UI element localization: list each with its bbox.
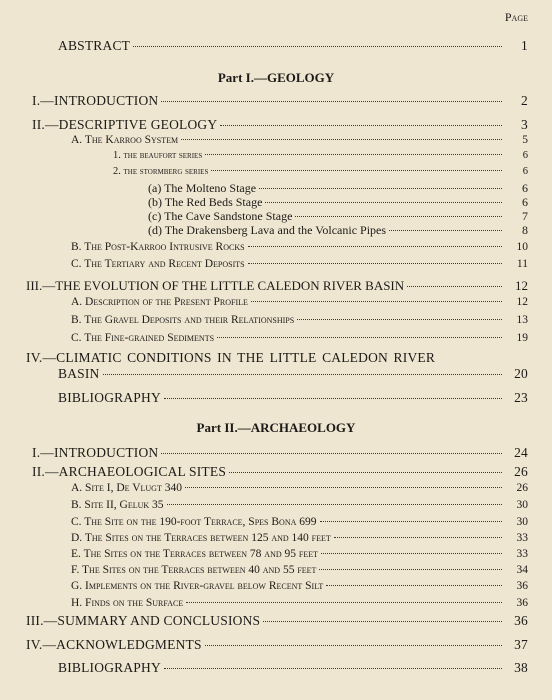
toc-entry-page: 24 (514, 445, 528, 460)
leader-dots (205, 154, 502, 155)
toc-entry-label: D. The Sites on the Terraces between 125 and 140 feet (71, 532, 331, 544)
leader-dots (326, 585, 502, 586)
toc-entry-climatic-basin[interactable] (58, 366, 528, 382)
toc-entry-page: 7 (522, 209, 528, 223)
leader-dots (103, 374, 502, 375)
toc-entry-page: 36 (516, 597, 528, 609)
leader-dots (229, 472, 502, 473)
toc-entry-label: I.—INTRODUCTION (32, 93, 159, 108)
toc-entry-acknowledgments[interactable] (26, 637, 528, 653)
toc-entry-label: A. The Karroo System (71, 134, 179, 146)
toc-entry-page: 6 (522, 150, 528, 161)
leader-dots (251, 301, 502, 302)
part2-heading: Part II.—ARCHAEOLOGY (196, 420, 356, 435)
toc-entry-page: 6 (522, 166, 528, 177)
toc-entry-page: 34 (516, 564, 528, 576)
toc-entry-evolution[interactable] (26, 278, 528, 294)
toc-entry-page: 6 (522, 181, 528, 195)
toc-entry-terraces-125-140[interactable] (71, 532, 528, 544)
toc-entry-label: A. Site I, De Vlugt 340 (71, 482, 182, 494)
leader-dots (297, 319, 502, 320)
toc-entry-page: 6 (522, 195, 528, 209)
toc-entry-label: B. The Post-Karroo Intrusive Rocks (71, 241, 245, 253)
toc-entry-intro-part2[interactable] (32, 445, 528, 461)
toc-entry-label: (b) The Red Beds Stage (148, 195, 263, 209)
leader-dots (167, 504, 502, 505)
leader-dots (321, 553, 502, 554)
toc-entry-label: 1. the beaufort series (113, 150, 203, 161)
toc-entry-label: B. The Gravel Deposits and their Relationships (71, 314, 295, 326)
leader-dots (164, 398, 502, 399)
leader-dots (161, 453, 502, 454)
leader-dots (389, 230, 502, 231)
leader-dots (185, 487, 502, 488)
toc-entry-page: 13 (516, 314, 528, 326)
toc-entry-molteno-stage[interactable] (148, 181, 528, 196)
toc-entry-label: ABSTRACT (58, 38, 131, 53)
leader-dots (217, 337, 502, 338)
toc-entry-page: 11 (516, 258, 528, 270)
toc-entry-karroo-system[interactable] (71, 134, 528, 146)
toc-entry-red-beds-stage[interactable] (148, 195, 528, 210)
toc-entry-page: 36 (514, 613, 528, 628)
leader-dots (263, 621, 502, 622)
toc-entry-label: III.—SUMMARY AND CONCLUSIONS (26, 613, 261, 628)
toc-entry-label: 2. the stormberg series (113, 166, 209, 177)
leader-dots (211, 170, 502, 171)
toc-entry-abstract[interactable] (58, 38, 528, 54)
toc-entry-label: (d) The Drakensberg Lava and the Volcanic Pipes (148, 223, 387, 237)
toc-entry-page: 30 (516, 516, 528, 528)
toc-entry-bibliography-part1[interactable] (58, 390, 528, 406)
toc-entry-label: B. Site II, Geluk 35 (71, 499, 164, 511)
toc-entry-climatic-line1[interactable]: IV.—CLIMATIC CONDITIONS IN THE LITTLE CALEDON RIVER (26, 350, 436, 365)
toc-entry-stormberg-series[interactable] (113, 166, 528, 177)
toc-entry-label: III.—THE EVOLUTION OF THE LITTLE CALEDON RIVER BASIN (26, 278, 405, 293)
toc-entry-descriptive-geology[interactable] (32, 117, 528, 133)
toc-entry-label: II.—DESCRIPTIVE GEOLOGY (32, 117, 218, 132)
leader-dots (319, 569, 502, 570)
toc-entry-label: C. The Tertiary and Recent Deposits (71, 258, 245, 270)
leader-dots (248, 263, 502, 264)
toc-entry-site-190-foot[interactable] (71, 516, 528, 528)
leader-dots (161, 101, 502, 102)
toc-entry-site-2[interactable] (71, 499, 528, 511)
toc-entry-page: 26 (514, 464, 528, 479)
toc-entry-fine-grained[interactable] (71, 332, 528, 344)
toc-entry-label: (c) The Cave Sandstone Stage (148, 209, 293, 223)
leader-dots (295, 216, 502, 217)
toc-entry-present-profile[interactable] (71, 296, 528, 308)
page-column-header: Page (504, 10, 528, 24)
leader-dots (164, 668, 502, 669)
leader-dots (265, 202, 502, 203)
toc-entry-page: 30 (516, 499, 528, 511)
toc-entry-label: F. The Sites on the Terraces between 40 and 55 feet (71, 564, 317, 576)
toc-entry-page: 23 (514, 390, 528, 405)
toc-entry-label: C. The Site on the 190-foot Terrace, Spes Bona 699 (71, 516, 317, 528)
toc-entry-post-karroo[interactable] (71, 241, 528, 253)
toc-entry-label: H. Finds on the Surface (71, 597, 184, 609)
leader-dots (186, 602, 502, 603)
toc-entry-page: 37 (514, 637, 528, 652)
toc-entry-page: 3 (521, 117, 528, 132)
leader-dots (320, 521, 503, 522)
toc-entry-page: 26 (516, 482, 528, 494)
leader-dots (220, 125, 502, 126)
toc-entry-intro[interactable] (32, 93, 528, 109)
toc-entry-label: G. Implements on the River-gravel below Recent Silt (71, 580, 324, 592)
leader-dots (259, 188, 502, 189)
toc-entry-implements[interactable] (71, 580, 528, 592)
leader-dots (334, 537, 502, 538)
leader-dots (248, 246, 502, 247)
toc-entry-label: IV.—ACKNOWLEDGMENTS (26, 637, 202, 652)
toc-entry-page: 1 (521, 38, 528, 53)
toc-entry-page: 36 (516, 580, 528, 592)
toc-entry-page: 10 (516, 241, 528, 253)
toc-entry-label: BIBLIOGRAPHY (58, 660, 161, 675)
toc-entry-terraces-40-55[interactable] (71, 564, 528, 576)
toc-entry-label: I.—INTRODUCTION (32, 445, 159, 460)
toc-entry-archaeological-sites[interactable] (32, 464, 528, 480)
toc-entry-page: 2 (521, 93, 528, 108)
toc-entry-page: 20 (514, 366, 528, 381)
toc-entry-label: A. Description of the Present Profile (71, 296, 248, 308)
toc-entry-page: 33 (516, 548, 528, 560)
toc-entry-page: 33 (516, 532, 528, 544)
leader-dots (205, 645, 502, 646)
part1-heading: Part I.—GEOLOGY (217, 70, 335, 85)
toc-entry-cave-sandstone-stage[interactable] (148, 209, 528, 224)
toc-entry-page: 12 (516, 296, 528, 308)
toc-entry-terraces-78-95[interactable] (71, 548, 528, 560)
toc-entry-site-1[interactable] (71, 482, 528, 494)
toc-entry-bibliography-part2[interactable] (58, 660, 528, 676)
toc-entry-label: BIBLIOGRAPHY (58, 390, 161, 405)
toc-entry-label: II.—ARCHAEOLOGICAL SITES (32, 464, 227, 479)
toc-entry-page: 19 (516, 332, 528, 344)
toc-entry-page: 8 (522, 223, 528, 237)
toc-entry-page: 12 (515, 278, 528, 293)
toc-entry-tertiary-deposits[interactable] (71, 258, 528, 270)
leader-dots (407, 286, 502, 287)
toc-entry-label: C. The Fine-grained Sediments (71, 332, 215, 344)
toc-entry-gravel-deposits[interactable] (71, 314, 528, 326)
toc-entry-label: E. The Sites on the Terraces between 78 and 95 feet (71, 548, 318, 560)
toc-entry-beaufort-series[interactable] (113, 150, 528, 161)
toc-entry-page: 38 (514, 660, 528, 675)
leader-dots (133, 46, 502, 47)
leader-dots (181, 139, 502, 140)
toc-entry-label: (a) The Molteno Stage (148, 181, 257, 195)
toc-entry-surface-finds[interactable] (71, 597, 528, 609)
toc-entry-label: BASIN (58, 366, 100, 381)
toc-entry-page: 5 (522, 134, 528, 146)
toc-entry-summary[interactable] (26, 613, 528, 629)
toc-entry-drakensberg-lava[interactable] (148, 223, 528, 238)
